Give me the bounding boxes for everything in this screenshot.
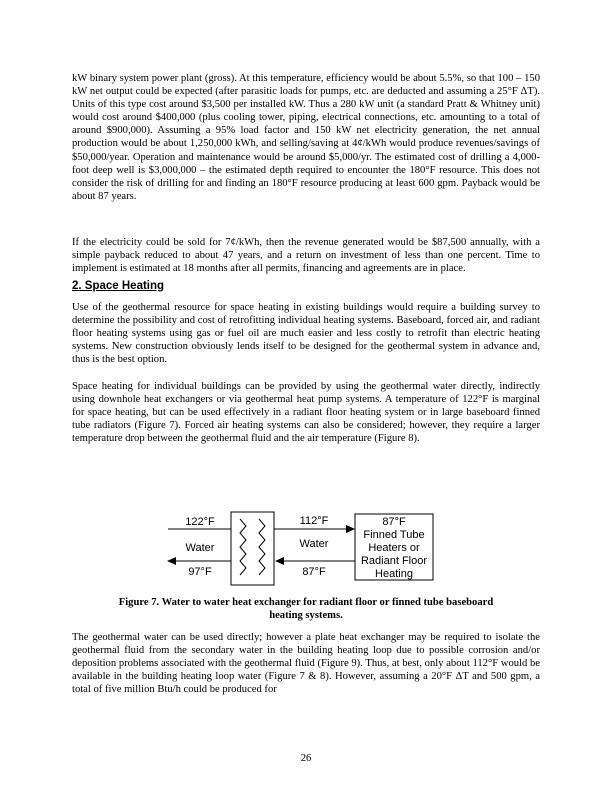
box-label-finned-tube: Finned Tube xyxy=(363,529,425,541)
paragraph-direct-use: The geothermal water can be used directly; however a plate heat exchanger may be required to isolate the geothermal fluid from the secondary water in the building heating loop due to possible corrosion and/or deposition problems associated with the geothermal fluid (Figure 9). Thus, at best, only about 112°F would be available in the building heating loop water (Figure 7 & 8). However, assuming a 20°F ΔT and 500 gpm, a total of five million Btu/h could be produced for xyxy=(72,632,540,696)
return-arrow-icon xyxy=(275,557,284,565)
box-label-radiant-floor: Radiant Floor xyxy=(360,555,428,567)
caption-line-1: Figure 7. Water to water heat exchanger for radiant floor or finned tube baseboard xyxy=(118,597,494,608)
caption-line-2: heating systems. xyxy=(269,610,343,622)
section-heading-space-heating: 2. Space Heating xyxy=(72,280,165,292)
box-label-heating: Heating xyxy=(375,568,413,580)
paragraph-building-survey: Use of the geothermal resource for space heating in existing buildings would require a building survey to determine the possibility and cost of retrofitting individual heating systems. Baseboard, forced air, and radiant floor heating systems using gas or fuel oil are much easier and less costly to retrofit than electric heating systems. New construction obviously lends itself to be designed for the geothermal system in advance and, thus is the best option. xyxy=(72,302,540,366)
box-label-87-f: 87°F xyxy=(382,516,406,528)
label-87-f: 87°F xyxy=(302,566,326,578)
outflow-arrow-icon xyxy=(167,557,176,565)
label-112-f: 112°F xyxy=(299,515,329,527)
heat-exchanger-box xyxy=(231,512,274,585)
paragraph-electricity-revenue: If the electricity could be sold for 7¢/kWh, then the revenue generated would be $87,500 annually, with a simple payback reduced to about 47 years, and a return on investment of less than one percent. Time to implement is estimated at 18 months after all permits, financing and agreements are in place. xyxy=(72,237,540,275)
box-label-heaters-or: Heaters or xyxy=(368,542,420,554)
label-right-water: Water xyxy=(299,538,329,550)
page-number: 26 xyxy=(300,753,312,764)
label-122-f: 122°F xyxy=(185,516,215,528)
supply-arrow-icon xyxy=(346,525,355,533)
figure-7-caption xyxy=(72,596,540,622)
paragraph-binary-plant-economics: kW binary system power plant (gross). At this temperature, efficiency would be about 5.5%, so that 100 – 150 kW net output could be expected (after parasitic loads for pumps, etc. are deducted and assuming a 25°F ΔT). Units of this type cost around $3,500 per installed kW. Thus a 280 kW unit (a standard Pratt & Whitney unit) would cost around $400,000 (plus cooling tower, piping, electrical connections, etc. amounting to a total of around $900,000). Assuming a 95% load factor and 150 kW net electricity generation, the net annual production would be about 1,250,000 kWh, and selling/saving at 4¢/kWh would produce revenues/savings of $50,000/year. Operation and maintenance would be around $5,000/yr. The estimated cost of drilling a 4,000-foot deep well is $3,000,000 – the estimated depth required to encounter the 180°F resource. This does not consider the risk of drilling for and finding an 180°F resource producing at least 600 gpm. Payback would be about 87 years. xyxy=(72,73,540,202)
label-97-f: 97°F xyxy=(188,566,212,578)
label-left-water: Water xyxy=(185,542,215,554)
paragraph-individual-buildings: Space heating for individual buildings can be provided by using the geothermal water directly, indirectly using downhole heat exchangers or via geothermal heat pump systems. A temperature of 122°F is marginal for space heating, but can be used effectively in a radiant floor heating system or in large baseboard finned tube radiators (Figure 7). Forced air heating systems can also be considered; however, they require a larger temperature drop between the geothermal fluid and the air temperature (Figure 8). xyxy=(72,381,540,445)
